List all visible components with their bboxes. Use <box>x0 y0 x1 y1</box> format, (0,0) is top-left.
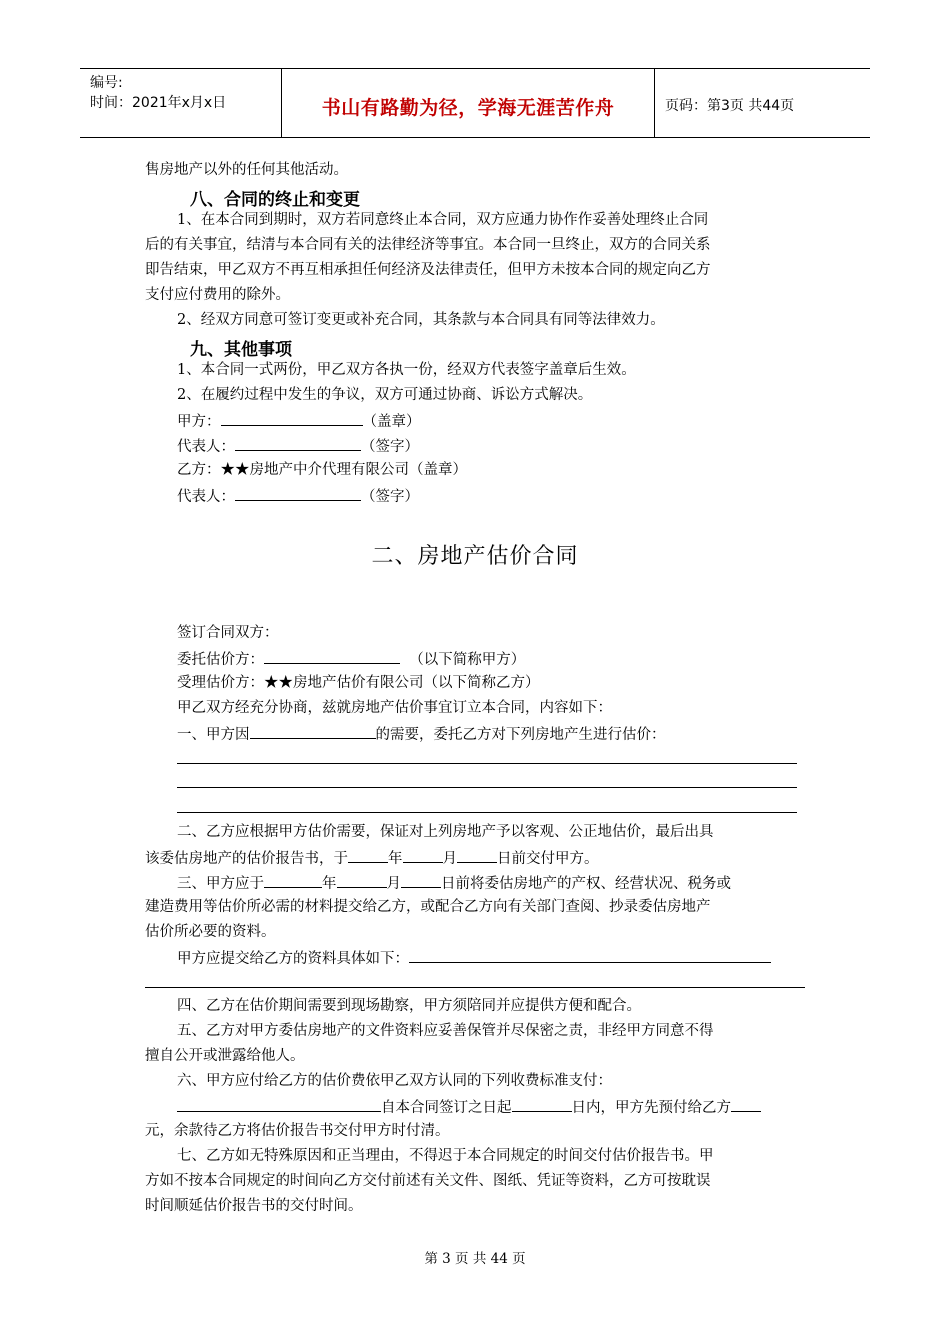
deliver-month-blank[interactable] <box>403 847 443 863</box>
client-label: 委托估价方： <box>177 652 264 668</box>
party-a-label: 甲方： <box>177 414 221 430</box>
header-motto-cell <box>282 69 655 137</box>
continued-line: 售房地产以外的任何其他活动。 <box>145 162 348 178</box>
document-header <box>80 68 870 138</box>
contract-title: 二、房地产估价合同 <box>371 544 579 569</box>
year-label: 年 <box>322 876 337 892</box>
party-a-blank[interactable] <box>221 410 363 426</box>
article-7-line3: 时间顺延估价报告书的交付时间。 <box>145 1198 363 1214</box>
sec8-p1-line4: 支付应付费用的除外。 <box>145 287 290 303</box>
client-suffix: （以下简称甲方） <box>409 652 526 668</box>
parties-label: 签订合同双方： <box>177 625 279 641</box>
client-line <box>177 648 525 670</box>
article-4: 四、乙方在估价期间需要到现场勘察，甲方须陪同并应提供方便和配合。 <box>177 998 641 1014</box>
submit-month-blank[interactable] <box>337 872 387 888</box>
party-b-line: 乙方：★★房地产中介代理有限公司（盖章） <box>177 462 467 478</box>
property-blank-line-1[interactable] <box>177 763 797 764</box>
article-5-line1: 五、乙方对甲方委估房地产的文件资料应妥善保管并尽保密之责，非经甲方同意不得 <box>177 1023 714 1039</box>
fee-standard-blank[interactable] <box>177 1096 381 1112</box>
article-2-line1: 二、乙方应根据甲方估价需要，保证对上列房地产予以客观、公正地估价，最后出具 <box>177 824 714 840</box>
rep-label: 代表人： <box>177 439 235 455</box>
article-5-line2: 擅自公开或泄露给他人。 <box>145 1048 305 1064</box>
rep-b-blank[interactable] <box>235 485 361 501</box>
article-6-mid: 自本合同签订之日起 <box>381 1100 512 1116</box>
article-1-end: 的需要，委托乙方对下列房地产生进行估价： <box>375 727 666 743</box>
section-8-heading: 八、合同的终止和变更 <box>190 190 360 210</box>
article-6-line2 <box>177 1096 761 1118</box>
motto: 书山有路勤为径，学海无涯苦作舟 <box>321 97 615 119</box>
appraiser-line: 受理估价方：★★房地产估价有限公司（以下简称乙方） <box>177 675 540 691</box>
docs-blank-line[interactable] <box>145 987 805 988</box>
prepay-days-blank[interactable] <box>512 1096 572 1112</box>
client-blank[interactable] <box>264 648 400 664</box>
submit-year-blank[interactable] <box>264 872 322 888</box>
article-6-end: 日内，甲方先预付给乙方 <box>571 1100 731 1116</box>
time-label: 时间：2021年x月x日 <box>90 95 227 111</box>
deliver-year-blank[interactable] <box>348 847 388 863</box>
article-7-line1: 七、乙方如无特殊原因和正当理由，不得迟于本合同规定的时间交付估价报告书。甲 <box>177 1148 714 1164</box>
code-label: 编号: <box>90 75 123 91</box>
article-3-end: 日前将委估房地产的产权、经营状况、税务或 <box>441 876 731 892</box>
intro-line: 甲乙双方经充分协商，兹就房地产估价事宜订立本合同，内容如下： <box>177 700 612 716</box>
article-3-start: 三、甲方应于 <box>177 876 264 892</box>
sec8-p1-line2: 后的有关事宜，结清与本合同有关的法律经济等事宜。本合同一旦终止，双方的合同关系 <box>145 237 711 253</box>
article-2-end: 日前交付甲方。 <box>497 851 599 867</box>
article-1 <box>177 723 666 745</box>
submit-day-blank[interactable] <box>401 872 441 888</box>
article-3-line3: 估价所必要的资料。 <box>145 924 276 940</box>
party-a-line <box>177 410 421 432</box>
article-3-docs-line <box>177 947 771 969</box>
header-page-cell <box>655 69 870 137</box>
purpose-blank[interactable] <box>250 723 376 739</box>
article-6-line1: 六、甲方应付给乙方的估价费依甲乙双方认同的下列收费标准支付： <box>177 1073 612 1089</box>
rep-label: 代表人： <box>177 489 235 505</box>
sign-label: （签字） <box>361 439 419 455</box>
page-footer: 第 3 页 共 44 页 <box>424 1251 526 1267</box>
page-label: 页码：第3页 共44页 <box>665 98 795 114</box>
deliver-day-blank[interactable] <box>457 847 497 863</box>
month-label: 月 <box>386 876 401 892</box>
article-1-start: 一、甲方因 <box>177 727 250 743</box>
article-2-start: 该委估房地产的估价报告书，于 <box>145 851 348 867</box>
prepay-amount-blank[interactable] <box>731 1096 761 1112</box>
property-blank-line-2[interactable] <box>177 787 797 788</box>
rep-a-blank[interactable] <box>235 435 361 451</box>
sign-label: （签字） <box>361 489 419 505</box>
section-9-heading: 九、其他事项 <box>190 340 292 360</box>
rep-b-line <box>177 485 419 507</box>
month-label: 月 <box>442 851 457 867</box>
header-meta-cell <box>80 69 282 137</box>
docs-label: 甲方应提交给乙方的资料具体如下： <box>177 951 409 967</box>
docs-blank[interactable] <box>409 947 771 963</box>
article-6-line3: 元，余款待乙方将估价报告书交付甲方时付清。 <box>145 1123 450 1139</box>
article-7-line2: 方如不按本合同规定的时间向乙方交付前述有关文件、图纸、凭证等资料，乙方可按耽误 <box>145 1173 711 1189</box>
article-2-line2 <box>145 847 599 869</box>
sec8-p2: 2、经双方同意可签订变更或补充合同，其条款与本合同具有同等法律效力。 <box>177 312 665 328</box>
sec9-p2: 2、在履约过程中发生的争议，双方可通过协商、诉讼方式解决。 <box>177 387 593 403</box>
article-3-line1 <box>177 872 731 894</box>
rep-a-line <box>177 435 419 457</box>
seal-label: （盖章） <box>362 414 421 430</box>
sec8-p1-line1: 1、在本合同到期时，双方若同意终止本合同，双方应通力协作作妥善处理终止合同 <box>177 212 709 228</box>
year-label: 年 <box>388 851 403 867</box>
sec9-p1: 1、本合同一式两份，甲乙双方各执一份，经双方代表签字盖章后生效。 <box>177 362 636 378</box>
article-3-line2: 建造费用等估价所必需的材料提交给乙方，或配合乙方向有关部门查阅、抄录委估房地产 <box>145 899 711 915</box>
property-blank-line-3[interactable] <box>177 812 797 813</box>
sec8-p1-line3: 即告结束，甲乙双方不再互相承担任何经济及法律责任，但甲方未按本合同的规定向乙方 <box>145 262 711 278</box>
